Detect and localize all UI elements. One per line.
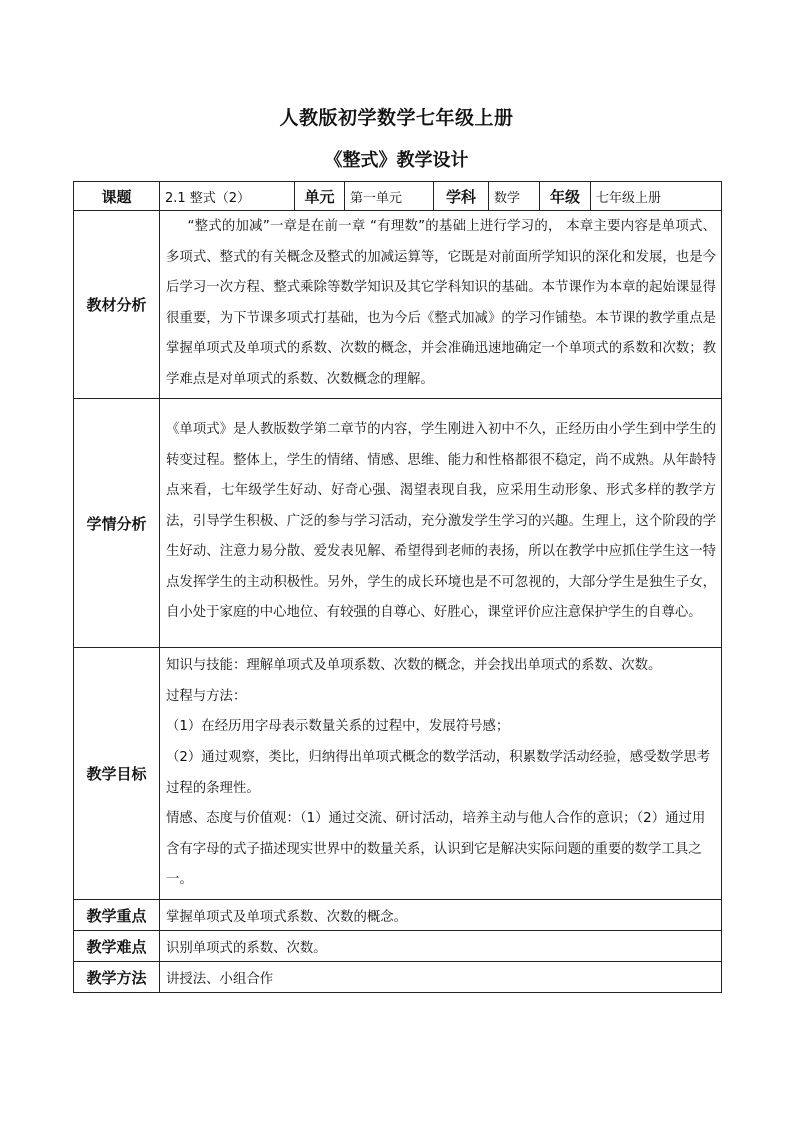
goals-row <box>74 648 722 900</box>
goals-process-heading: 过程与方法： <box>166 688 247 704</box>
subject-value: 数学 <box>489 182 540 211</box>
goals-cell <box>160 648 722 900</box>
goals-process-2: （2）通过观察，类比，归纳得出单项式概念的数学活动，积累数学活动经验，感受数学思考过程的条理性。 <box>166 749 711 796</box>
difficulty-text: 识别单项式的系数、次数。 <box>160 931 722 962</box>
unit-value: 第一单元 <box>345 182 434 211</box>
goals-attitude: 情感、态度与价值观：（1）通过交流、研讨活动，培养主动与他人合作的意识；（2）通过用含有字母的式子描述现实世界中的数量关系，认识到它是解决实际问题的重要的数学工具之一。 <box>166 811 706 888</box>
grade-value: 七年级上册 <box>591 182 722 211</box>
students-cell <box>160 399 722 648</box>
subject-label: 学科 <box>434 182 489 211</box>
method-label: 教学方法 <box>74 962 160 993</box>
goals-knowledge: 知识与技能：理解单项式及单项系数、次数的概念，并会找出单项式的系数、次数。 <box>166 658 662 674</box>
focus-text: 掌握单项式及单项式系数、次数的概念。 <box>160 900 722 931</box>
document-subtitle: 《整式》教学设计 <box>324 150 469 171</box>
unit-label: 单元 <box>295 182 345 211</box>
students-text: 《单项式》是人教版数学第二章节的内容，学生刚进入初中不久，正经历由小学生到中学生的转变过程。整体上，学生的情绪、情感、思维、能力和性格都很不稳定，尚不成熟。从年龄特点来看，七年级学生好动、好奇心强、渴望表现自我，应采用生动形象、形式多样的教学方法，引导学生积极、广泛的参与学习活动，充分激发学生学习的兴趣。生理上，这个阶段的学生好动、注意力易分散、爱发表见解、希望得到老师的表扬，所以在教学中应抓住学生这一特点发挥学生的主动积极性。另外，学生的成长环境也是不可忽视的，大部分学生是独生子女，自小处于家庭的中心地位、有较强的自尊心、好胜心，课堂评价应注意保护学生的自尊心。 <box>166 422 716 621</box>
method-text: 讲授法、小组合作 <box>160 962 722 993</box>
goals-label: 教学目标 <box>74 648 160 900</box>
topic-label: 课题 <box>74 182 160 211</box>
header-row <box>74 182 722 211</box>
difficulty-row <box>74 931 722 962</box>
difficulty-label: 教学难点 <box>74 931 160 962</box>
students-label: 学情分析 <box>74 399 160 648</box>
lesson-plan-table <box>73 181 722 993</box>
students-row <box>74 399 722 648</box>
material-row <box>74 211 722 399</box>
document-title: 人教版初学数学七年级上册 <box>279 107 514 129</box>
focus-row <box>74 900 722 931</box>
grade-label: 年级 <box>540 182 591 211</box>
material-label: 教材分析 <box>74 211 160 399</box>
focus-label: 教学重点 <box>74 900 160 931</box>
material-text: “整式的加减”一章是在前一章 “有理数”的基础上进行学习的， 本章主要内容是单项式、多项式、整式的有关概念及整式的加减运算等，它既是对前面所学知识的深化和发展，也是今后学习一次方程、整式乘除等数学知识及其它学科知识的基础。本节课作为本章的起始课显得很重要，为下节课多项式打基础，也为今后《整式加减》的学习作铺垫。本节课的教学重点是掌握单项式及单项式的系数、次数的概念，并会准确迅速地确定一个单项式的系数和次数；教学难点是对单项式的系数、次数概念的理解。 <box>166 219 716 387</box>
material-cell <box>160 211 722 399</box>
goals-process-1: （1）在经历用字母表示数量关系的过程中，发展符号感； <box>166 719 510 735</box>
topic-value: 2.1 整式（2） <box>160 182 295 211</box>
method-row <box>74 962 722 993</box>
